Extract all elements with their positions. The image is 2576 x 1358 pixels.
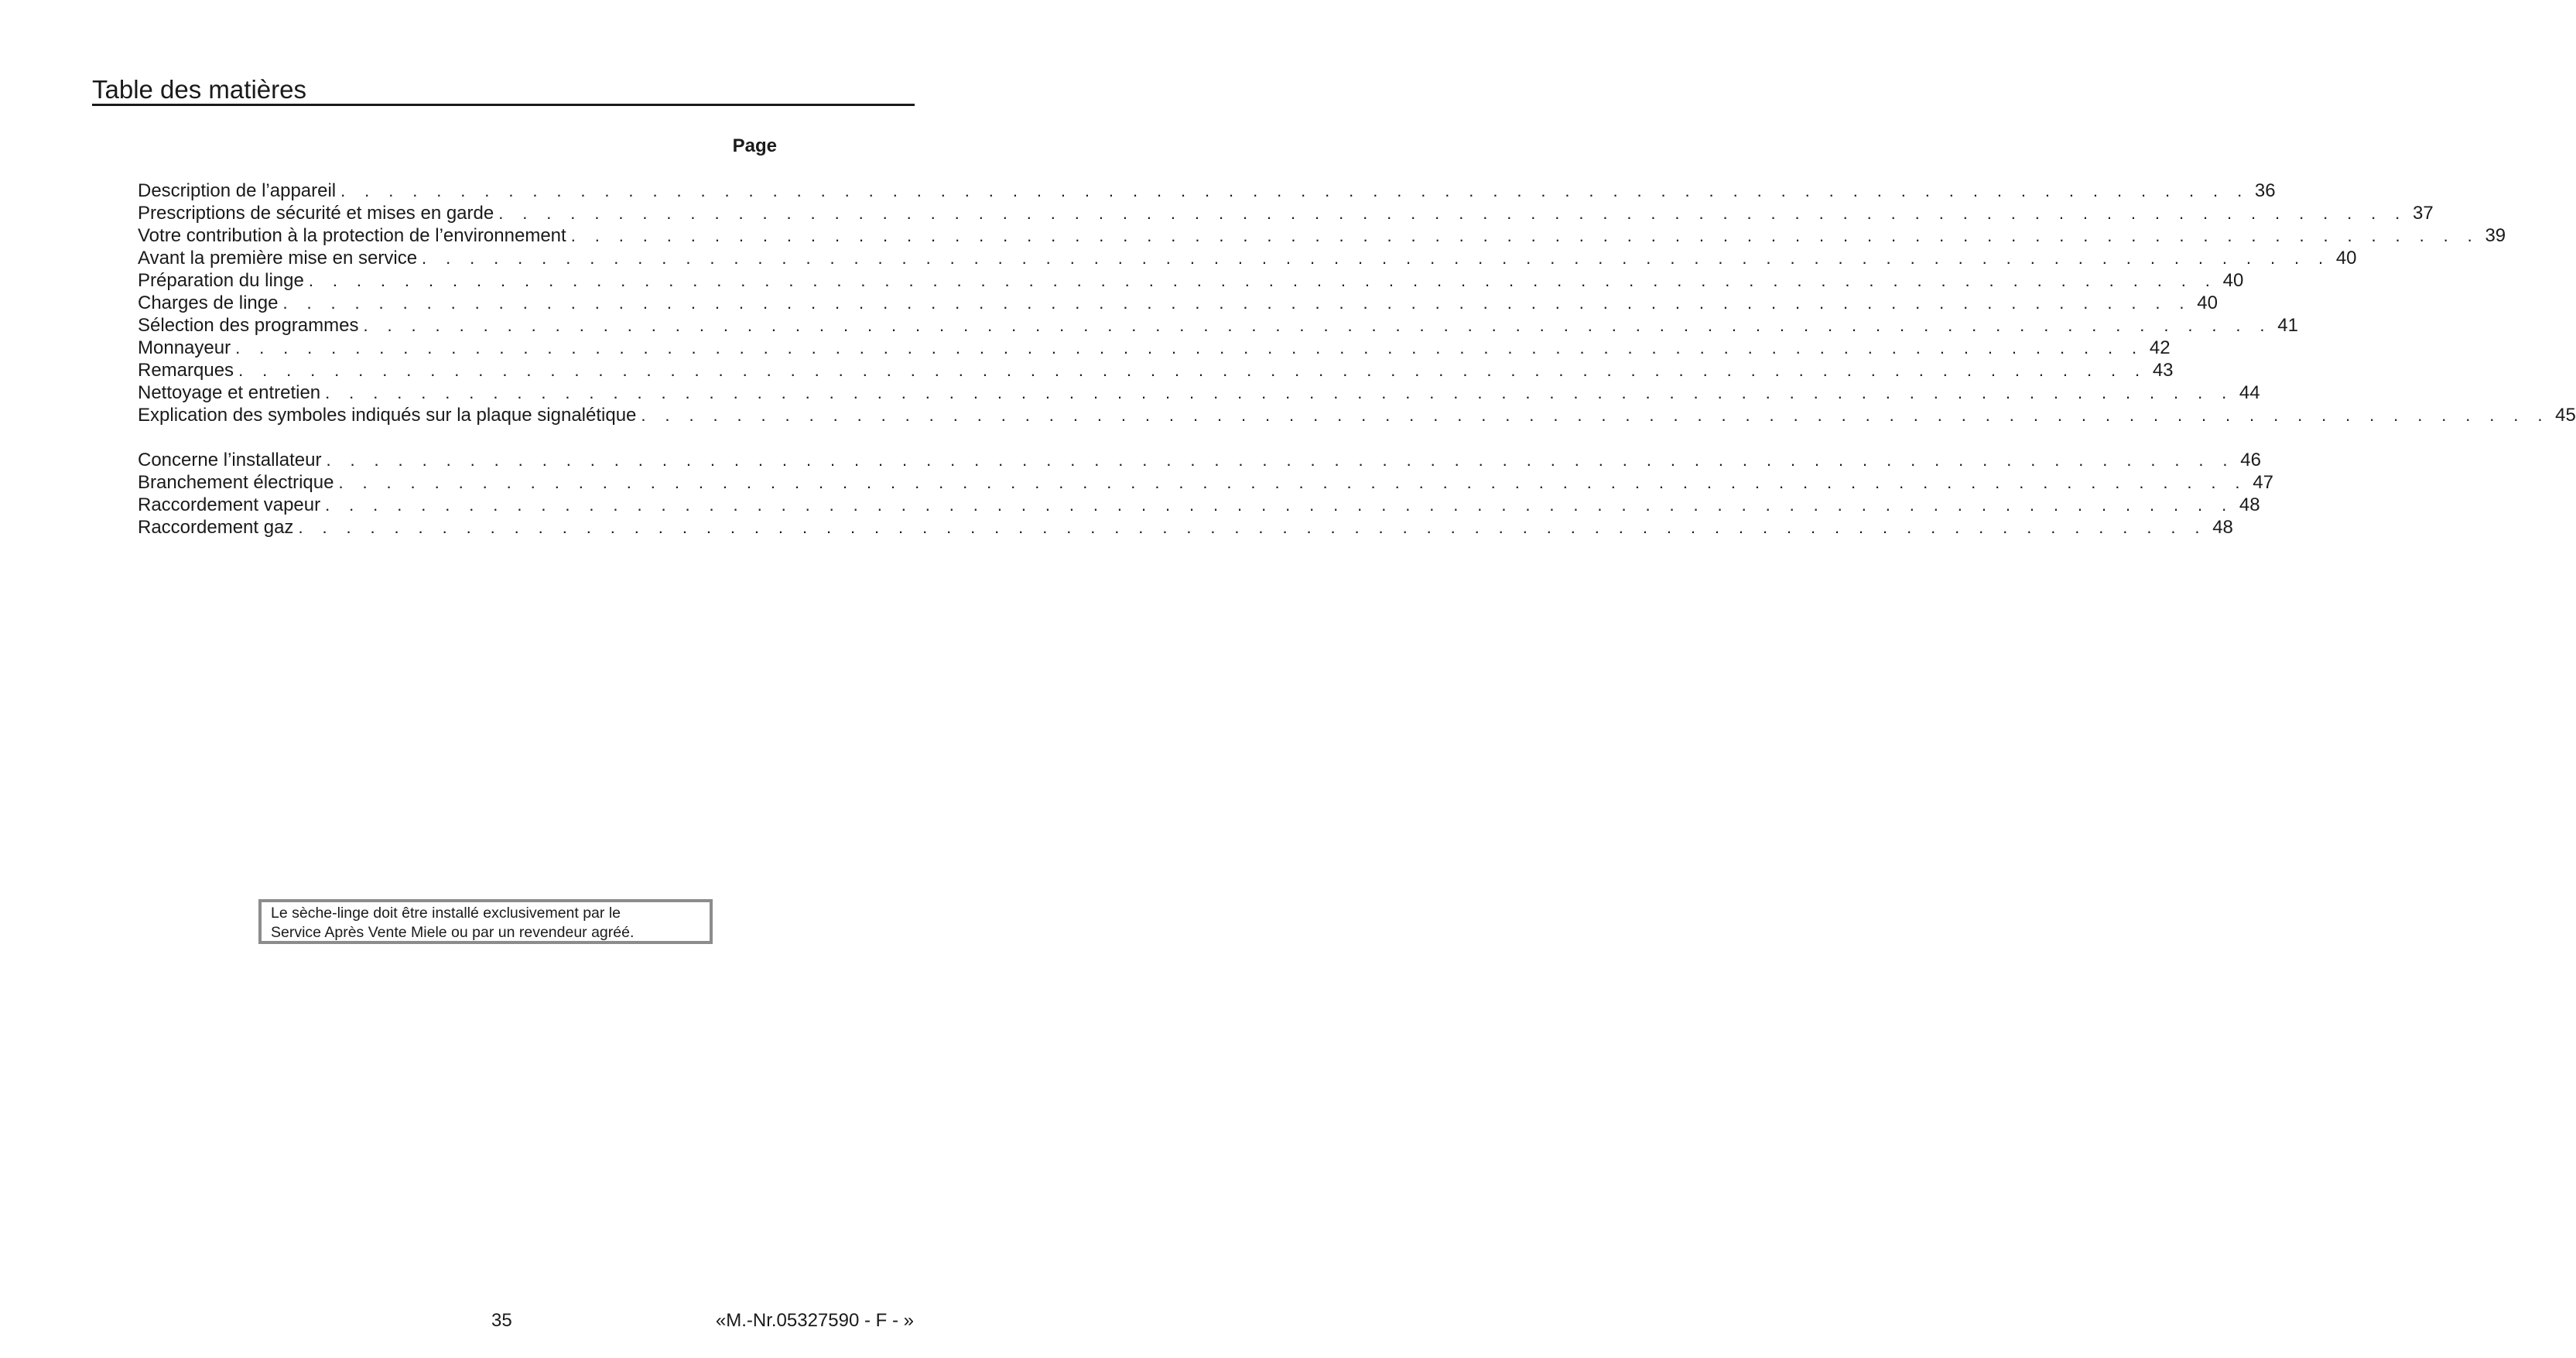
toc-entry-page-number: 40 bbox=[2335, 248, 2357, 269]
toc-entry-label: Concerne l’installateur bbox=[138, 450, 322, 470]
toc-entry-page-number: 48 bbox=[2212, 517, 2233, 538]
toc-dot-leader: . . . . . . . . . . . . . . . . . . . . . . . . . . . . . . . . . . . . . . . . . . . . . . . . . . . . . . . . . . . . . . . . . . . . . . . . . . . . . . . . bbox=[498, 204, 2407, 223]
toc-entry-page-number: 44 bbox=[2239, 382, 2260, 403]
toc-entry-label: Description de l’appareil bbox=[138, 180, 337, 201]
toc-entry[interactable] bbox=[138, 494, 2260, 516]
toc-entry-page-number: 48 bbox=[2239, 494, 2260, 515]
toc-entry-label: Explication des symboles indiqués sur la plaque signalétique bbox=[138, 405, 637, 426]
toc-entry[interactable] bbox=[138, 180, 2276, 202]
title-underline bbox=[92, 104, 915, 106]
toc-entry-label: Votre contribution à la protection de l’environnement bbox=[138, 225, 566, 246]
toc-entry-page-number: 42 bbox=[2149, 337, 2171, 358]
toc-entry[interactable] bbox=[138, 269, 2244, 292]
toc-entry-page-number: 39 bbox=[2485, 225, 2506, 246]
toc-entry-label: Branchement électrique bbox=[138, 472, 334, 493]
toc-entry-label: Nettoyage et entretien bbox=[138, 382, 321, 403]
toc-entry-page-number: 46 bbox=[2240, 450, 2261, 470]
toc-dot-leader: . . . . . . . . . . . . . . . . . . . . . . . . . . . . . . . . . . . . . . . . . . . . . . . . . . . . . . . . . . . . . . . . . . . . . . . . . . . . . . . . bbox=[308, 271, 2218, 290]
toc-entry[interactable] bbox=[138, 224, 2506, 247]
toc-entry[interactable] bbox=[138, 337, 2171, 359]
notice-line-1: Le sèche-linge doit être installé exclusivement par le bbox=[271, 905, 621, 922]
toc-entry-label: Remarques bbox=[138, 360, 234, 381]
toc-group bbox=[138, 180, 2576, 426]
toc-dot-leader: . . . . . . . . . . . . . . . . . . . . . . . . . . . . . . . . . . . . . . . . . . . . . . . . . . . . . . . . . . . . . . . . . . . . . . . . . . . . . . . . bbox=[422, 248, 2331, 268]
table-of-contents bbox=[138, 135, 2576, 539]
toc-entry[interactable] bbox=[138, 314, 2298, 337]
toc-entry[interactable] bbox=[138, 381, 2260, 404]
footer-page-number: 35 bbox=[491, 1310, 512, 1331]
toc-entry[interactable] bbox=[138, 247, 2357, 269]
footer-document-reference: «M.-Nr.05327590 - F - » bbox=[715, 1310, 914, 1331]
toc-entry-page-number: 40 bbox=[2222, 270, 2244, 291]
toc-entry-page-number: 47 bbox=[2253, 472, 2273, 493]
toc-entry-label: Sélection des programmes bbox=[138, 315, 359, 336]
toc-dot-leader: . . . . . . . . . . . . . . . . . . . . . . . . . . . . . . . . . . . . . . . . . . . . . . . . . . . . . . . . . . . . . . . . . . . . . . . . . . . . . . . . bbox=[338, 473, 2247, 492]
toc-entry-label: Charges de linge bbox=[138, 292, 279, 313]
toc-dot-leader: . . . . . . . . . . . . . . . . . . . . . . . . . . . . . . . . . . . . . . . . . . . . . . . . . . . . . . . . . . . . . . . . . . . . . . . . . . . . . . . . bbox=[325, 383, 2234, 402]
toc-entry[interactable] bbox=[138, 471, 2273, 494]
toc-dot-leader: . . . . . . . . . . . . . . . . . . . . . . . . . . . . . . . . . . . . . . . . . . . . . . . . . . . . . . . . . . . . . . . . . . . . . . . . . . . . . . . . bbox=[238, 361, 2147, 380]
toc-entry-label: Avant la première mise en service bbox=[138, 248, 418, 269]
toc-entry[interactable] bbox=[138, 449, 2261, 471]
toc-entry-label: Préparation du linge bbox=[138, 270, 304, 291]
toc-dot-leader: . . . . . . . . . . . . . . . . . . . . . . . . . . . . . . . . . . . . . . . . . . . . . . . . . . . . . . . . . . . . . . . . . . . . . . . . . . . . . . . . bbox=[570, 226, 2480, 245]
notice-line-2: Service Après Vente Miele ou par un revendeur agréé. bbox=[271, 924, 635, 941]
toc-entry-page-number: 40 bbox=[2197, 292, 2218, 313]
toc-group bbox=[138, 449, 2273, 539]
toc-dot-leader: . . . . . . . . . . . . . . . . . . . . . . . . . . . . . . . . . . . . . . . . . . . . . . . . . . . . . . . . . . . . . . . . . . . . . . . . . . . . . . . . bbox=[340, 181, 2249, 200]
toc-entry[interactable] bbox=[138, 202, 2434, 224]
toc-dot-leader: . . . . . . . . . . . . . . . . . . . . . . . . . . . . . . . . . . . . . . . . . . . . . . . . . . . . . . . . . . . . . . . . . . . . . . . . . . . . . . . . bbox=[326, 450, 2235, 470]
toc-entry[interactable] bbox=[138, 359, 2174, 381]
toc-entry-page-number: 37 bbox=[2412, 203, 2434, 224]
toc-dot-leader: . . . . . . . . . . . . . . . . . . . . . . . . . . . . . . . . . . . . . . . . . . . . . . . . . . . . . . . . . . . . . . . . . . . . . . . . . . . . . . . . bbox=[363, 316, 2272, 335]
toc-dot-leader: . . . . . . . . . . . . . . . . . . . . . . . . . . . . . . . . . . . . . . . . . . . . . . . . . . . . . . . . . . . . . . . . . . . . . . . . . . . . . . . . bbox=[298, 518, 2207, 537]
toc-dot-leader: . . . . . . . . . . . . . . . . . . . . . . . . . . . . . . . . . . . . . . . . . . . . . . . . . . . . . . . . . . . . . . . . . . . . . . . . . . . . . . . . bbox=[282, 293, 2191, 313]
page-column-header: Page bbox=[732, 135, 777, 156]
document-title: Table des matières bbox=[92, 75, 306, 104]
toc-entry-page-number: 43 bbox=[2152, 360, 2174, 381]
toc-groups bbox=[138, 180, 2576, 539]
toc-entry-label: Monnayeur bbox=[138, 337, 231, 358]
installation-notice-box bbox=[258, 899, 713, 944]
toc-entry-label: Raccordement gaz bbox=[138, 517, 294, 538]
toc-entry-page-number: 36 bbox=[2254, 180, 2276, 201]
toc-entry-label: Raccordement vapeur bbox=[138, 494, 321, 515]
toc-entry[interactable] bbox=[138, 292, 2218, 314]
toc-dot-leader: . . . . . . . . . . . . . . . . . . . . . . . . . . . . . . . . . . . . . . . . . . . . . . . . . . . . . . . . . . . . . . . . . . . . . . . . . . . . . . . . bbox=[325, 495, 2234, 515]
toc-entry[interactable] bbox=[138, 516, 2233, 539]
toc-dot-leader: . . . . . . . . . . . . . . . . . . . . . . . . . . . . . . . . . . . . . . . . . . . . . . . . . . . . . . . . . . . . . . . . . . . . . . . . . . . . . . . . bbox=[641, 405, 2550, 425]
toc-entry-label: Prescriptions de sécurité et mises en garde bbox=[138, 203, 494, 224]
toc-entry-page-number: 45 bbox=[2555, 405, 2576, 426]
toc-entry[interactable] bbox=[138, 404, 2576, 426]
toc-entry-page-number: 41 bbox=[2277, 315, 2298, 336]
toc-dot-leader: . . . . . . . . . . . . . . . . . . . . . . . . . . . . . . . . . . . . . . . . . . . . . . . . . . . . . . . . . . . . . . . . . . . . . . . . . . . . . . . . bbox=[235, 338, 2144, 357]
